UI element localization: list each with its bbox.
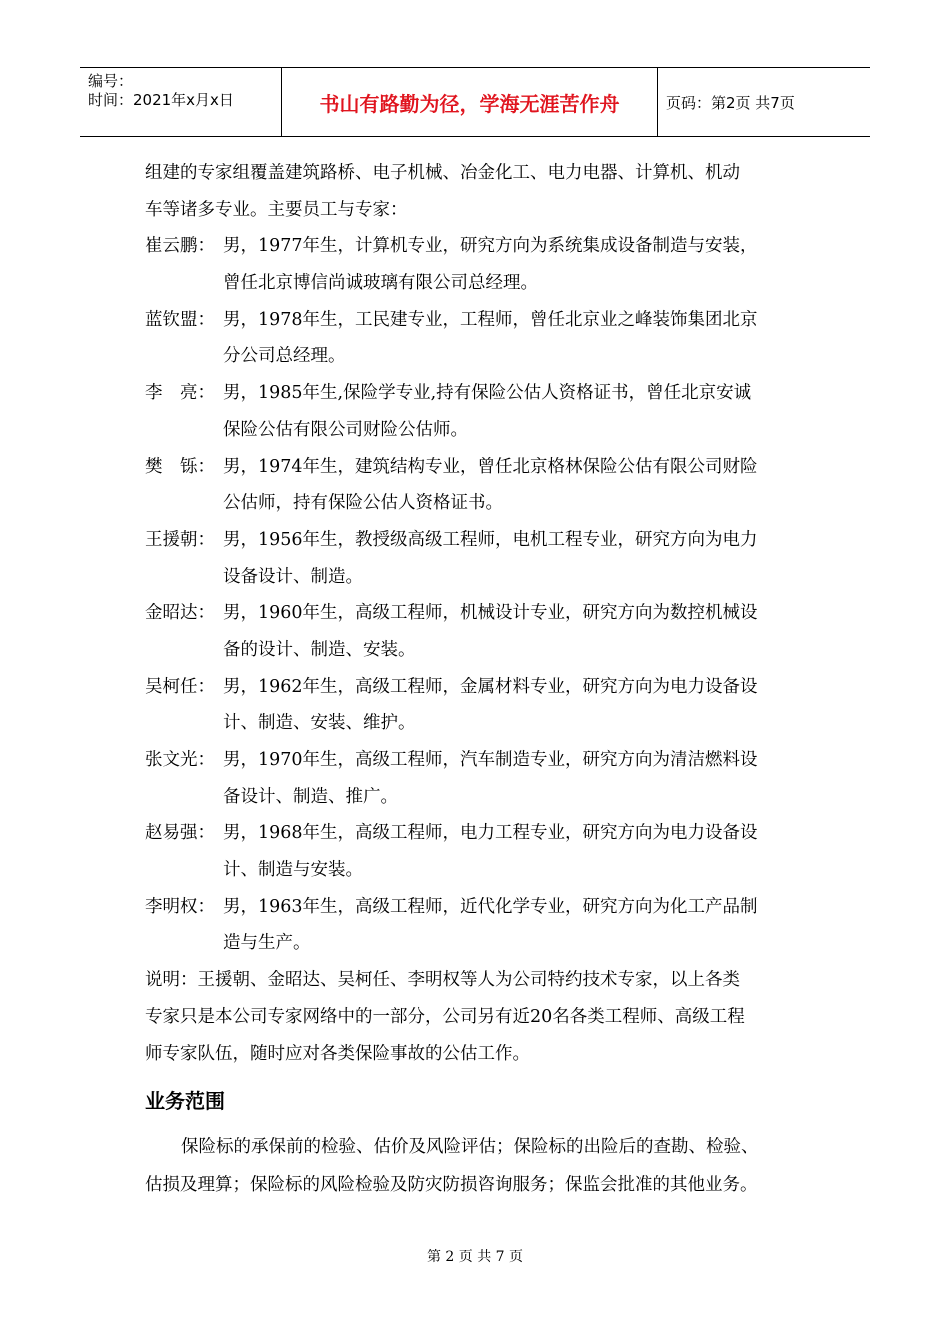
expert-description-line: 备的设计、制造、安装。 [223, 639, 416, 660]
expert-entry [145, 595, 825, 632]
expert-description-line: 计、制造与安装。 [223, 860, 363, 881]
expert-name: 李 亮： [145, 383, 215, 404]
expert-name: 崔云鹏： [145, 236, 215, 257]
expert-description-line: 设备设计、制造。 [223, 566, 363, 587]
expert-description-line: 公估师，持有保险公估人资格证书。 [223, 493, 503, 514]
expert-description-line: 分公司总经理。 [223, 346, 346, 367]
expert-entry [145, 375, 825, 412]
expert-entry [145, 889, 825, 926]
main-content [145, 155, 825, 1072]
expert-entry [145, 815, 825, 852]
expert-entry [145, 522, 825, 559]
expert-name: 王援朝： [145, 529, 215, 550]
expert-entry [145, 302, 825, 339]
header-motto [282, 68, 658, 136]
document-number-label: 编号： [88, 72, 134, 90]
header-page-info [658, 68, 870, 136]
expert-description-line: 男，1985年生,保险学专业,持有保险公估人资格证书，曾任北京安诚 [223, 383, 752, 404]
page-info-text: 页码：第2页 共7页 [666, 93, 795, 112]
intro-line: 车等诸多专业。主要员工与专家： [145, 199, 408, 220]
expert-name: 吴柯任： [145, 676, 215, 697]
expert-description-line: 男，1968年生，高级工程师，电力工程专业，研究方向为电力设备设 [223, 823, 758, 844]
note-line: 说明：王援朝、金昭达、吴柯任、李明权等人为公司特约技术专家，以上各类 [145, 970, 740, 991]
expert-description-line: 曾任北京博信尚诚玻璃有限公司总经理。 [223, 273, 538, 294]
expert-description-line: 男，1956年生，教授级高级工程师，电机工程专业，研究方向为电力 [223, 529, 758, 550]
expert-description-line: 备设计、制造、推广。 [223, 786, 398, 807]
expert-description-line: 男，1970年生，高级工程师，汽车制造专业，研究方向为清洁燃料设 [223, 750, 758, 770]
expert-description [223, 228, 825, 265]
business-scope-paragraph [145, 1128, 835, 1204]
motto-text: 书山有路勤为径，学海无涯苦作舟 [319, 91, 620, 116]
expert-entry [145, 228, 825, 265]
expert-description-line: 男，1963年生，高级工程师，近代化学专业，研究方向为化工产品制 [223, 896, 758, 917]
expert-description-line: 保险公估有限公司财险公估师。 [223, 419, 468, 440]
expert-name: 张文光： [145, 750, 215, 770]
expert-name: 李明权： [145, 896, 215, 917]
expert-name: 樊 铄： [145, 456, 215, 477]
note-line: 师专家队伍，随时应对各类保险事故的公估工作。 [145, 1043, 530, 1064]
expert-description-line: 造与生产。 [223, 933, 311, 954]
page-header [80, 67, 870, 137]
expert-entry [145, 669, 825, 706]
expert-entry [145, 742, 825, 779]
expert-description-line: 男，1977年生，计算机专业，研究方向为系统集成设备制造与安装， [223, 236, 758, 257]
expert-description-line: 男，1978年生，工民建专业，工程师，曾任北京业之峰装饰集团北京 [223, 309, 758, 330]
section-heading-business-scope: 业务范围 [145, 1089, 225, 1113]
expert-name: 赵易强： [145, 823, 215, 844]
expert-description-line: 计、制造、安装、维护。 [223, 713, 416, 734]
expert-description-line: 男，1962年生，高级工程师，金属材料专业，研究方向为电力设备设 [223, 676, 758, 697]
expert-description-line: 男，1974年生，建筑结构专业，曾任北京格林保险公估有限公司财险 [223, 456, 758, 477]
footer-page-number: 第 2 页 共 7 页 [426, 1249, 524, 1265]
expert-entry [145, 449, 825, 486]
expert-name: 金昭达： [145, 603, 215, 624]
expert-name: 蓝钦盟： [145, 309, 215, 330]
header-meta-cell [80, 68, 282, 136]
intro-line: 组建的专家组覆盖建筑路桥、电子机械、冶金化工、电力电器、计算机、机动 [145, 163, 740, 183]
page-footer [0, 1246, 950, 1266]
note-line: 专家只是本公司专家网络中的一部分，公司另有近20名各类工程师、高级工程 [145, 1006, 745, 1027]
scope-line: 估损及理算；保险标的风险检验及防灾防损咨询服务；保监会批准的其他业务。 [145, 1175, 758, 1195]
expert-description-line: 男，1960年生，高级工程师，机械设计专业，研究方向为数控机械设 [223, 603, 758, 624]
document-date-label: 时间：2021年x月x日 [88, 91, 234, 109]
scope-line: 保险标的承保前的检验、估价及风险评估；保险标的出险后的查勘、检验、 [181, 1137, 759, 1157]
